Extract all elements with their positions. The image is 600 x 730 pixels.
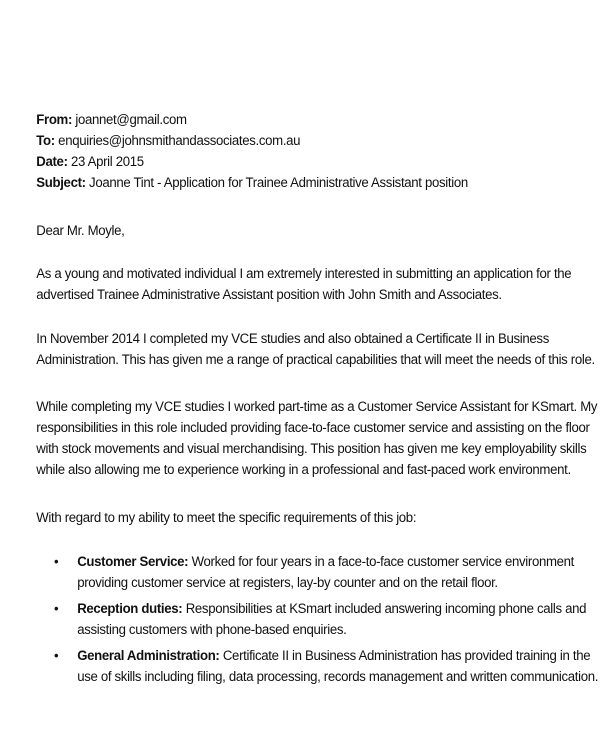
- paragraph-requirements: [36, 508, 594, 529]
- bullet-text: Worked for four years in a face-to-face customer service environment: [188, 554, 575, 570]
- paragraph-line: In November 2014 I completed my VCE studies and also obtained a Certificate II in Business: [36, 331, 549, 347]
- subject-value: Joanne Tint - Application for Trainee Administrative Assistant position: [89, 175, 468, 191]
- from-label: From:: [36, 112, 73, 128]
- email-header: [36, 110, 468, 194]
- paragraph-line: With regard to my ability to meet the specific requirements of this job:: [36, 510, 417, 526]
- bullet-second-line: use of skills including filing, data processing, records management and written communication.: [77, 669, 599, 685]
- skills-list: [53, 552, 599, 693]
- bullet-second-line: assisting customers with phone-based enquiries.: [77, 622, 347, 638]
- bullet-label: General Administration:: [77, 648, 220, 664]
- paragraph-intro: [36, 264, 594, 306]
- bullet-first-line: [77, 646, 593, 667]
- paragraph-line: while also allowing me to experience working in a professional and fast-paced work environment.: [36, 462, 571, 478]
- paragraph-line: advertised Trainee Administrative Assistant position with John Smith and Associates.: [36, 287, 502, 303]
- paragraph-line: Administration. This has given me a range of practical capabilities that will meet the needs of this role.: [36, 352, 595, 368]
- date-label: Date:: [36, 154, 68, 170]
- paragraph-education: [36, 329, 594, 371]
- from-row: [36, 110, 468, 131]
- list-item: [54, 552, 593, 594]
- bullet-icon: •: [53, 554, 59, 570]
- bullet-label: Customer Service:: [77, 554, 189, 570]
- bullet-text: Certificate II in Business Administration has provided training in the: [219, 648, 591, 664]
- date-value: 23 April 2015: [70, 154, 144, 170]
- bullet-first-line: [77, 599, 593, 620]
- to-row: [36, 131, 468, 152]
- paragraph-line: responsibilities in this role included providing face-to-face customer service and assisting on the floor: [36, 420, 590, 436]
- bullet-first-line: [77, 552, 593, 573]
- bullet-icon: •: [53, 648, 59, 664]
- from-value: joannet@gmail.com: [75, 112, 187, 128]
- paragraph-experience: [36, 397, 598, 481]
- bullet-label: Reception duties:: [77, 601, 183, 617]
- bullet-icon: •: [53, 601, 59, 617]
- subject-row: [36, 173, 468, 194]
- date-row: [36, 152, 468, 173]
- paragraph-line: While completing my VCE studies I worked part-time as a Customer Service Assistant for KSmart. My: [36, 399, 598, 415]
- salutation: Dear Mr. Moyle,: [36, 223, 125, 239]
- bullet-second-line: providing customer service at registers, lay-by counter and on the retail floor.: [77, 575, 498, 591]
- list-item: [54, 599, 593, 641]
- subject-label: Subject:: [36, 175, 86, 191]
- list-item: [53, 646, 599, 688]
- paragraph-line: As a young and motivated individual I am extremely interested in submitting an application for the: [36, 266, 572, 282]
- to-value: enquiries@johnsmithandassociates.com.au: [58, 133, 301, 149]
- bullet-text: Responsibilities at KSmart included answering incoming phone calls and: [182, 601, 587, 617]
- to-label: To:: [36, 133, 55, 149]
- paragraph-line: with stock movements and visual merchandising. This position has given me key employability skills: [36, 441, 587, 457]
